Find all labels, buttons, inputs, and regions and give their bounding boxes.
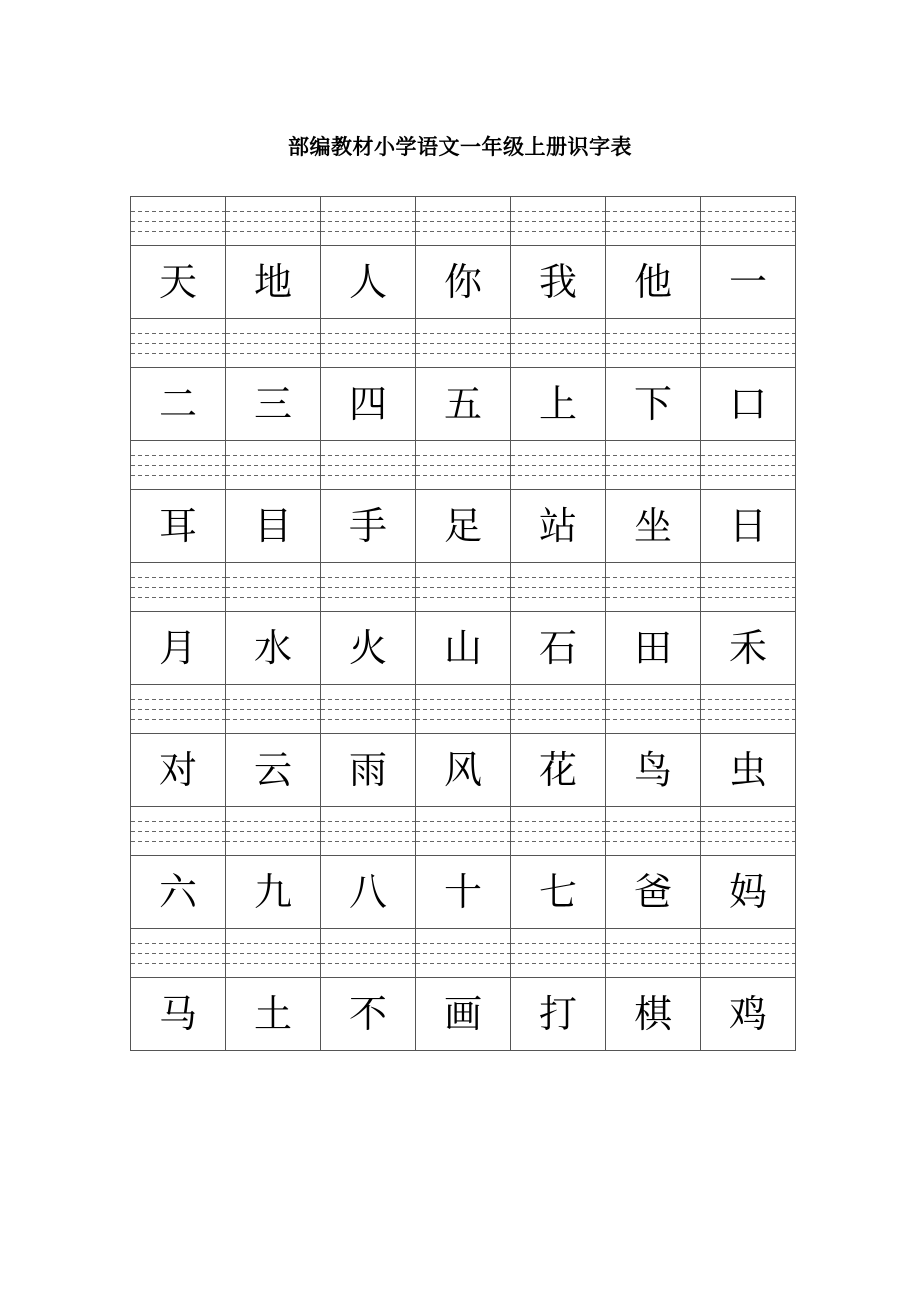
character-cell: 云 bbox=[226, 734, 321, 807]
pinyin-writing-cell bbox=[701, 197, 796, 246]
character-cell: 马 bbox=[131, 978, 226, 1051]
character-cell: 足 bbox=[416, 490, 511, 563]
character-cell: 土 bbox=[226, 978, 321, 1051]
character-cell: 打 bbox=[511, 978, 606, 1051]
pinyin-writing-cell bbox=[321, 807, 416, 856]
character-cell: 花 bbox=[511, 734, 606, 807]
pinyin-writing-cell bbox=[606, 197, 701, 246]
pinyin-writing-cell bbox=[701, 929, 796, 978]
pinyin-writing-cell bbox=[321, 319, 416, 368]
character-cell: 我 bbox=[511, 246, 606, 319]
pinyin-writing-cell bbox=[511, 319, 606, 368]
pinyin-writing-cell bbox=[606, 807, 701, 856]
character-cell: 七 bbox=[511, 856, 606, 929]
pinyin-writing-cell bbox=[701, 563, 796, 612]
pinyin-writing-cell bbox=[511, 563, 606, 612]
pinyin-writing-cell bbox=[416, 319, 511, 368]
character-cell: 耳 bbox=[131, 490, 226, 563]
pinyin-writing-cell bbox=[226, 563, 321, 612]
character-cell: 天 bbox=[131, 246, 226, 319]
pinyin-writing-cell bbox=[606, 563, 701, 612]
character-row bbox=[131, 368, 796, 441]
pinyin-writing-cell bbox=[131, 685, 226, 734]
character-cell: 雨 bbox=[321, 734, 416, 807]
pinyin-row bbox=[131, 807, 796, 856]
character-cell: 爸 bbox=[606, 856, 701, 929]
pinyin-writing-cell bbox=[606, 929, 701, 978]
pinyin-writing-cell bbox=[131, 807, 226, 856]
pinyin-writing-cell bbox=[226, 319, 321, 368]
character-row bbox=[131, 612, 796, 685]
character-cell: 四 bbox=[321, 368, 416, 441]
character-cell: 二 bbox=[131, 368, 226, 441]
character-cell: 画 bbox=[416, 978, 511, 1051]
pinyin-writing-cell bbox=[416, 929, 511, 978]
character-cell: 对 bbox=[131, 734, 226, 807]
pinyin-writing-cell bbox=[321, 685, 416, 734]
pinyin-writing-cell bbox=[131, 441, 226, 490]
pinyin-writing-cell bbox=[701, 319, 796, 368]
pinyin-writing-cell bbox=[606, 319, 701, 368]
character-cell: 石 bbox=[511, 612, 606, 685]
character-cell: 三 bbox=[226, 368, 321, 441]
pinyin-writing-cell bbox=[511, 929, 606, 978]
pinyin-writing-cell bbox=[416, 441, 511, 490]
character-cell: 六 bbox=[131, 856, 226, 929]
pinyin-row bbox=[131, 929, 796, 978]
pinyin-writing-cell bbox=[416, 197, 511, 246]
character-cell: 妈 bbox=[701, 856, 796, 929]
pinyin-writing-cell bbox=[701, 807, 796, 856]
pinyin-writing-cell bbox=[606, 441, 701, 490]
pinyin-writing-cell bbox=[511, 807, 606, 856]
character-cell: 鸡 bbox=[701, 978, 796, 1051]
character-cell: 九 bbox=[226, 856, 321, 929]
pinyin-writing-cell bbox=[701, 441, 796, 490]
pinyin-writing-cell bbox=[226, 685, 321, 734]
character-cell: 一 bbox=[701, 246, 796, 319]
character-cell: 不 bbox=[321, 978, 416, 1051]
pinyin-writing-cell bbox=[321, 441, 416, 490]
character-cell: 日 bbox=[701, 490, 796, 563]
pinyin-writing-cell bbox=[606, 685, 701, 734]
pinyin-writing-cell bbox=[226, 807, 321, 856]
character-cell: 山 bbox=[416, 612, 511, 685]
character-cell: 他 bbox=[606, 246, 701, 319]
pinyin-writing-cell bbox=[226, 929, 321, 978]
character-cell: 火 bbox=[321, 612, 416, 685]
pinyin-row bbox=[131, 319, 796, 368]
pinyin-writing-cell bbox=[416, 807, 511, 856]
pinyin-writing-cell bbox=[701, 685, 796, 734]
pinyin-writing-cell bbox=[321, 197, 416, 246]
character-row bbox=[131, 490, 796, 563]
character-row bbox=[131, 856, 796, 929]
character-cell: 手 bbox=[321, 490, 416, 563]
character-cell: 口 bbox=[701, 368, 796, 441]
pinyin-row bbox=[131, 685, 796, 734]
pinyin-writing-cell bbox=[131, 929, 226, 978]
character-cell: 月 bbox=[131, 612, 226, 685]
character-cell: 五 bbox=[416, 368, 511, 441]
pinyin-writing-cell bbox=[131, 563, 226, 612]
pinyin-writing-cell bbox=[416, 685, 511, 734]
character-cell: 地 bbox=[226, 246, 321, 319]
character-cell: 坐 bbox=[606, 490, 701, 563]
pinyin-writing-cell bbox=[321, 563, 416, 612]
character-cell: 上 bbox=[511, 368, 606, 441]
pinyin-writing-cell bbox=[226, 441, 321, 490]
character-row bbox=[131, 246, 796, 319]
pinyin-writing-cell bbox=[321, 929, 416, 978]
character-cell: 站 bbox=[511, 490, 606, 563]
character-cell: 下 bbox=[606, 368, 701, 441]
pinyin-writing-cell bbox=[131, 319, 226, 368]
character-table bbox=[130, 196, 796, 1051]
character-cell: 棋 bbox=[606, 978, 701, 1051]
pinyin-row bbox=[131, 197, 796, 246]
character-cell: 风 bbox=[416, 734, 511, 807]
pinyin-row bbox=[131, 441, 796, 490]
pinyin-writing-cell bbox=[511, 441, 606, 490]
character-cell: 人 bbox=[321, 246, 416, 319]
character-cell: 你 bbox=[416, 246, 511, 319]
pinyin-writing-cell bbox=[511, 685, 606, 734]
page-title: 部编教材小学语文一年级上册识字表 bbox=[288, 135, 632, 159]
pinyin-row bbox=[131, 563, 796, 612]
pinyin-writing-cell bbox=[131, 197, 226, 246]
character-cell: 鸟 bbox=[606, 734, 701, 807]
pinyin-writing-cell bbox=[416, 563, 511, 612]
character-cell: 十 bbox=[416, 856, 511, 929]
character-row bbox=[131, 734, 796, 807]
character-cell: 禾 bbox=[701, 612, 796, 685]
character-cell: 虫 bbox=[701, 734, 796, 807]
pinyin-writing-cell bbox=[511, 197, 606, 246]
character-cell: 目 bbox=[226, 490, 321, 563]
character-cell: 水 bbox=[226, 612, 321, 685]
pinyin-writing-cell bbox=[226, 197, 321, 246]
character-cell: 八 bbox=[321, 856, 416, 929]
character-row bbox=[131, 978, 796, 1051]
character-cell: 田 bbox=[606, 612, 701, 685]
